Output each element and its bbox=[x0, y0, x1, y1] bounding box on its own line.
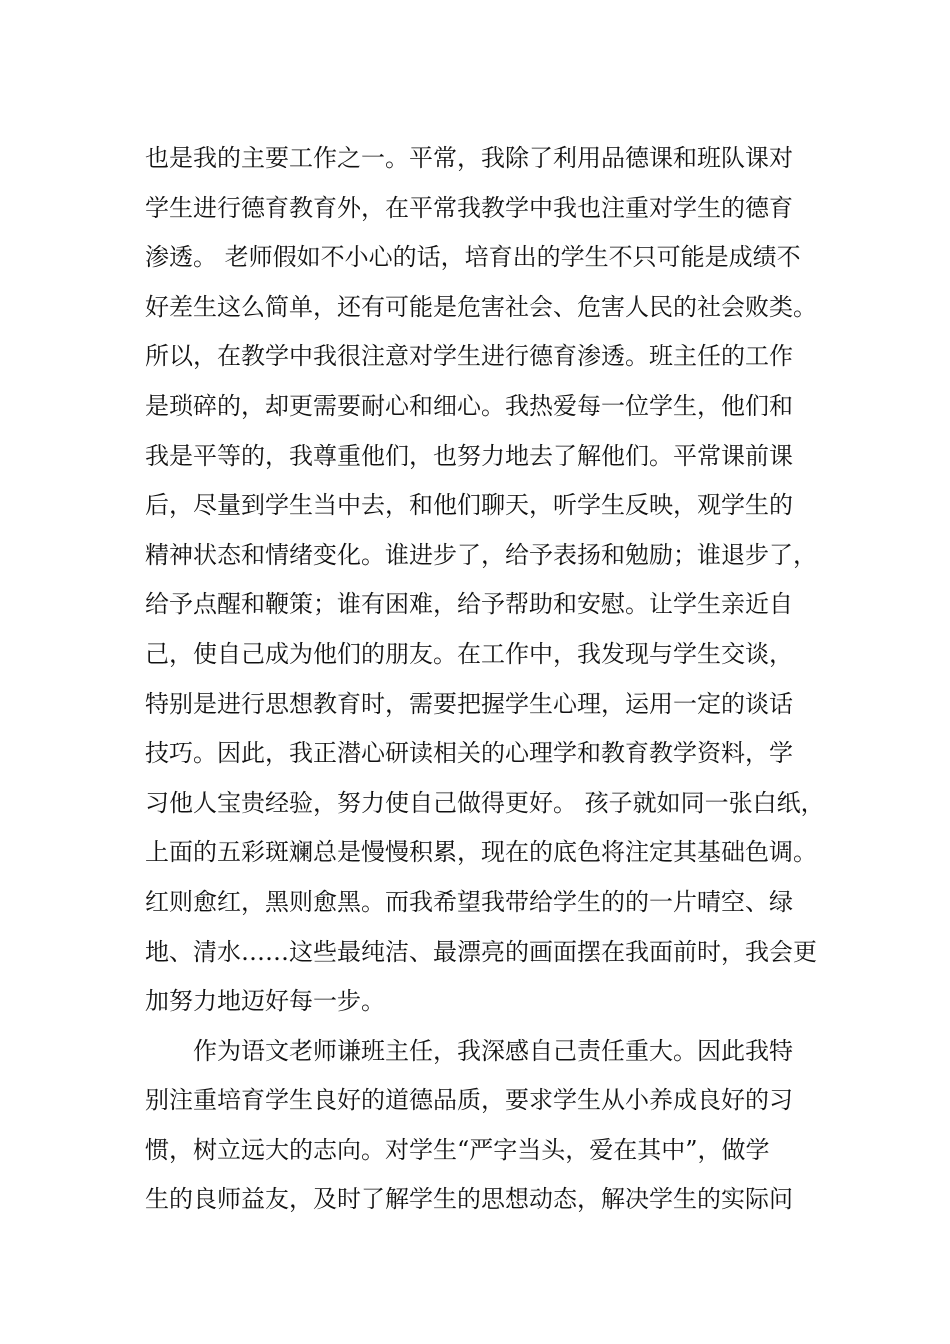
text-line: 也是我的主要工作之一。平常，我除了利用品德课和班队课对 bbox=[145, 144, 793, 172]
text-line: 地、清水……这些最纯洁、最漂亮的画面摆在我面前时，我会更 bbox=[145, 937, 817, 966]
text-line: 上面的五彩斑斓总是慢慢积累，现在的底色将注定其基础色调。 bbox=[145, 838, 817, 867]
text-line: 惯，树立远大的志向。对学生“严字当头，爱在其中”，做学 bbox=[145, 1135, 770, 1164]
text-line: 生的良师益友，及时了解学生的思想动态，解决学生的实际问 bbox=[145, 1185, 793, 1214]
text-line: 习他人宝贵经验，努力使自己做得更好。 孩子就如同一张白纸， bbox=[145, 788, 825, 817]
text-line: 红则愈红，黑则愈黑。而我希望我带给学生的的一片晴空、绿 bbox=[145, 887, 793, 916]
body-text bbox=[145, 134, 845, 1225]
text-line: 学生进行德育教育外，在平常我教学中我也注重对学生的德育 bbox=[145, 193, 793, 222]
text-line: 我是平等的，我尊重他们，也努力地去了解他们。平常课前课 bbox=[145, 441, 793, 470]
text-line: 己，使自己成为他们的朋友。在工作中，我发现与学生交谈， bbox=[145, 639, 793, 668]
text-line: 后，尽量到学生当中去，和他们聊天，听学生反映，观学生的 bbox=[145, 491, 793, 520]
text-line: 特别是进行思想教育时，需要把握学生心理，运用一定的谈话 bbox=[145, 689, 793, 718]
text-line: 作为语文老师谦班主任，我深感自己责任重大。因此我特 bbox=[193, 1036, 793, 1065]
text-line: 技巧。因此，我正潜心研读相关的心理学和教育教学资料，学 bbox=[145, 739, 793, 768]
text-line: 别注重培育学生良好的道德品质，要求学生从小养成良好的习 bbox=[145, 1086, 793, 1115]
text-line: 好差生这么简单，还有可能是危害社会、危害人民的社会败类。 bbox=[145, 292, 817, 321]
text-line: 精神状态和情绪变化。谁进步了，给予表扬和勉励；谁退步了， bbox=[145, 540, 817, 569]
text-line: 渗透。 老师假如不小心的话，培育出的学生不只可能是成绩不 bbox=[145, 243, 801, 272]
text-line: 是琐碎的，却更需要耐心和细心。我热爱每一位学生，他们和 bbox=[145, 391, 793, 420]
text-line: 所以，在教学中我很注意对学生进行德育渗透。班主任的工作 bbox=[145, 342, 793, 371]
text-line: 给予点醒和鞭策；谁有困难，给予帮助和安慰。让学生亲近自 bbox=[145, 590, 793, 619]
text-line: 加努力地迈好每一步。 bbox=[145, 987, 385, 1016]
paragraph bbox=[145, 134, 845, 1027]
paragraph bbox=[145, 1027, 845, 1225]
